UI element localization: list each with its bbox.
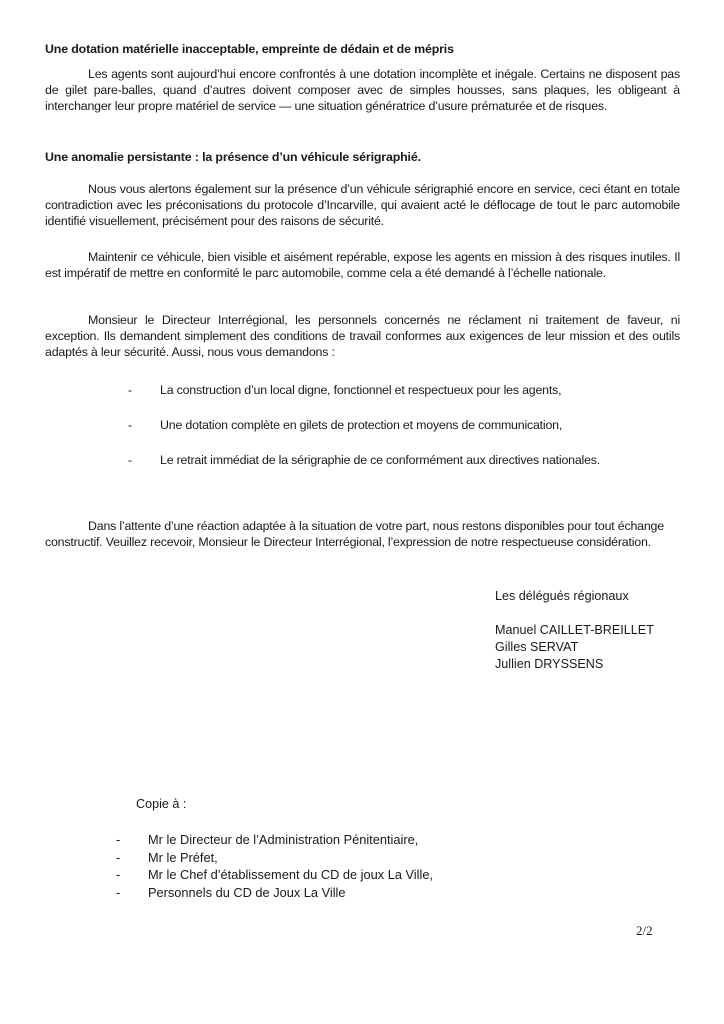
copies-list bbox=[116, 831, 433, 901]
section-heading-vehicule: Une anomalie persistante : la présence d’un véhicule sérigraphié. bbox=[45, 150, 421, 164]
paragraph-vehicule-alert bbox=[45, 181, 680, 229]
demand-item bbox=[128, 418, 562, 432]
demand-item-text: Une dotation complète en gilets de protection et moyens de communication, bbox=[160, 418, 563, 432]
paragraph-demands-intro bbox=[45, 312, 680, 360]
paragraph-text: Nous vous alertons également sur la présence d’un véhicule sérigraphié encore en service, ceci étant en totale contradiction avec les préconisations du protocole d’Incarville, qui avaient acté le déflocage de tout le parc automobile identifié visuellement, précisément pour des raisons de sécurité. bbox=[45, 182, 680, 228]
copy-recipient bbox=[116, 866, 433, 884]
copy-recipient-text: Mr le Directeur de l’Administration Pénitentiaire, bbox=[148, 832, 419, 847]
copies-title: Copie à : bbox=[136, 797, 187, 811]
paragraph-text: Maintenir ce véhicule, bien visible et aisément repérable, expose les agents en mission à des risques inutiles. Il est impératif de mettre en conformité le parc automobile, comme cela a été demandé à l’échelle nationale. bbox=[45, 250, 680, 280]
signatory-name: Manuel CAILLET-BREILLET bbox=[495, 623, 654, 637]
copy-recipient-text: Mr le Chef d’établissement du CD de joux La Ville, bbox=[148, 867, 433, 882]
copy-recipient bbox=[116, 884, 433, 902]
bullet-dash: - bbox=[128, 453, 132, 467]
demand-item-text: Le retrait immédiat de la sérigraphie de ce conformément aux directives nationales. bbox=[160, 453, 601, 467]
bullet-dash: - bbox=[116, 884, 121, 900]
section-heading-dotation: Une dotation matérielle inacceptable, empreinte de dédain et de mépris bbox=[45, 42, 454, 56]
copy-recipient bbox=[116, 831, 433, 849]
paragraph-vehicule-risk bbox=[45, 249, 680, 281]
paragraph-dotation bbox=[45, 66, 680, 114]
paragraph-text: Les agents sont aujourd’hui encore confrontés à une dotation incomplète et inégale. Certains ne disposent pas de gilet pare-balles, quand d’autres doivent composer avec de simples housses, sans plaques, les obligeant à interchanger leur propre matériel de service — une situation génératrice d’usure prématurée et de risques. bbox=[45, 67, 680, 113]
bullet-dash: - bbox=[128, 383, 132, 397]
signatory-name: Gilles SERVAT bbox=[495, 640, 579, 654]
bullet-dash: - bbox=[116, 849, 121, 865]
demand-item bbox=[128, 453, 600, 467]
signatory-name: Jullien DRYSSENS bbox=[495, 657, 604, 671]
paragraph-text: Dans l’attente d’une réaction adaptée à la situation de votre part, nous restons disponibles pour tout échange constructif. Veuillez recevoir, Monsieur le Directeur Interrégional, l’expression de notre respectueuse considération. bbox=[45, 519, 664, 549]
copy-recipient-text: Personnels du CD de Joux La Ville bbox=[148, 884, 346, 900]
copy-recipient bbox=[116, 849, 433, 867]
copy-recipient-text: Mr le Préfet, bbox=[148, 849, 218, 865]
signature-title: Les délégués régionaux bbox=[495, 589, 629, 603]
bullet-dash: - bbox=[116, 867, 121, 882]
demand-item-text: La construction d’un local digne, fonctionnel et respectueux pour les agents, bbox=[160, 383, 562, 397]
paragraph-closing bbox=[45, 518, 680, 550]
signature-names bbox=[495, 622, 654, 673]
demand-item bbox=[128, 383, 561, 397]
page-number: 2/2 bbox=[636, 923, 653, 938]
paragraph-text: Monsieur le Directeur Interrégional, les personnels concernés ne réclament ni traitement de faveur, ni exception. Ils demandent simplement des conditions de travail conformes aux exigences de leur mission et des outils adaptés à leur sécurité. Aussi, nous vous demandons : bbox=[45, 313, 680, 359]
bullet-dash: - bbox=[128, 418, 132, 432]
bullet-dash: - bbox=[116, 832, 121, 847]
